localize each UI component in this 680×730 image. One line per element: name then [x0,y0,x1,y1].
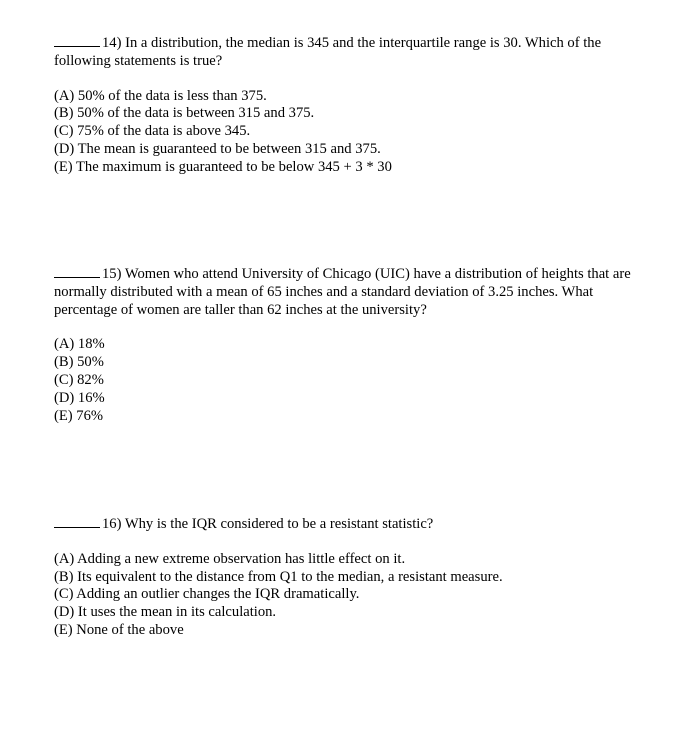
question-text: Women who attend University of Chicago (UIC) have a distribution of heights that are normally distributed with a mean of 65 inches and a standard deviation of 3.25 inches. What percentage of women are taller than 62 inches at the university? [54,266,631,318]
option-b: (B) 50% [54,354,104,371]
option-a: (A) 18% [54,336,105,353]
question-16 [54,515,658,640]
option-d: (D) It uses the mean in its calculation. [54,604,277,621]
option-a: (A) Adding a new extreme observation has little effect on it. [54,550,406,567]
option-e: (E) None of the above [54,621,184,638]
option-c: (C) 75% of the data is above 345. [54,123,251,140]
option-b: (B) Its equivalent to the distance from Q1 to the median, a resistant measure. [54,568,503,585]
option-b: (B) 50% of the data is between 315 and 375. [54,105,315,122]
option-d: (D) 16% [54,389,105,406]
question-stem [54,34,658,71]
option-a: (A) 50% of the data is less than 375. [54,87,267,104]
question-text: Why is the IQR considered to be a resistant statistic? [124,516,434,532]
answer-options [54,551,658,640]
answer-blank [54,34,100,47]
option-d: (D) The mean is guaranteed to be between 315 and 375. [54,140,381,157]
answer-blank [54,515,100,528]
question-14 [54,34,658,177]
question-15 [54,265,658,425]
answer-blank [54,265,100,278]
answer-options [54,88,658,177]
option-c: (C) 82% [54,371,104,388]
option-e: (E) 76% [54,407,104,424]
question-stem [54,515,658,534]
question-number: 16) [102,516,122,532]
option-e: (E) The maximum is guaranteed to be below 345 + 3 * 30 [54,158,392,175]
question-number: 14) [102,35,122,51]
question-text: In a distribution, the median is 345 and the interquartile range is 30. Which of the following statements is true? [54,35,602,69]
question-number: 15) [102,266,122,282]
answer-options [54,336,658,425]
question-stem [54,265,658,319]
option-c: (C) Adding an outlier changes the IQR dramatically. [54,586,360,603]
